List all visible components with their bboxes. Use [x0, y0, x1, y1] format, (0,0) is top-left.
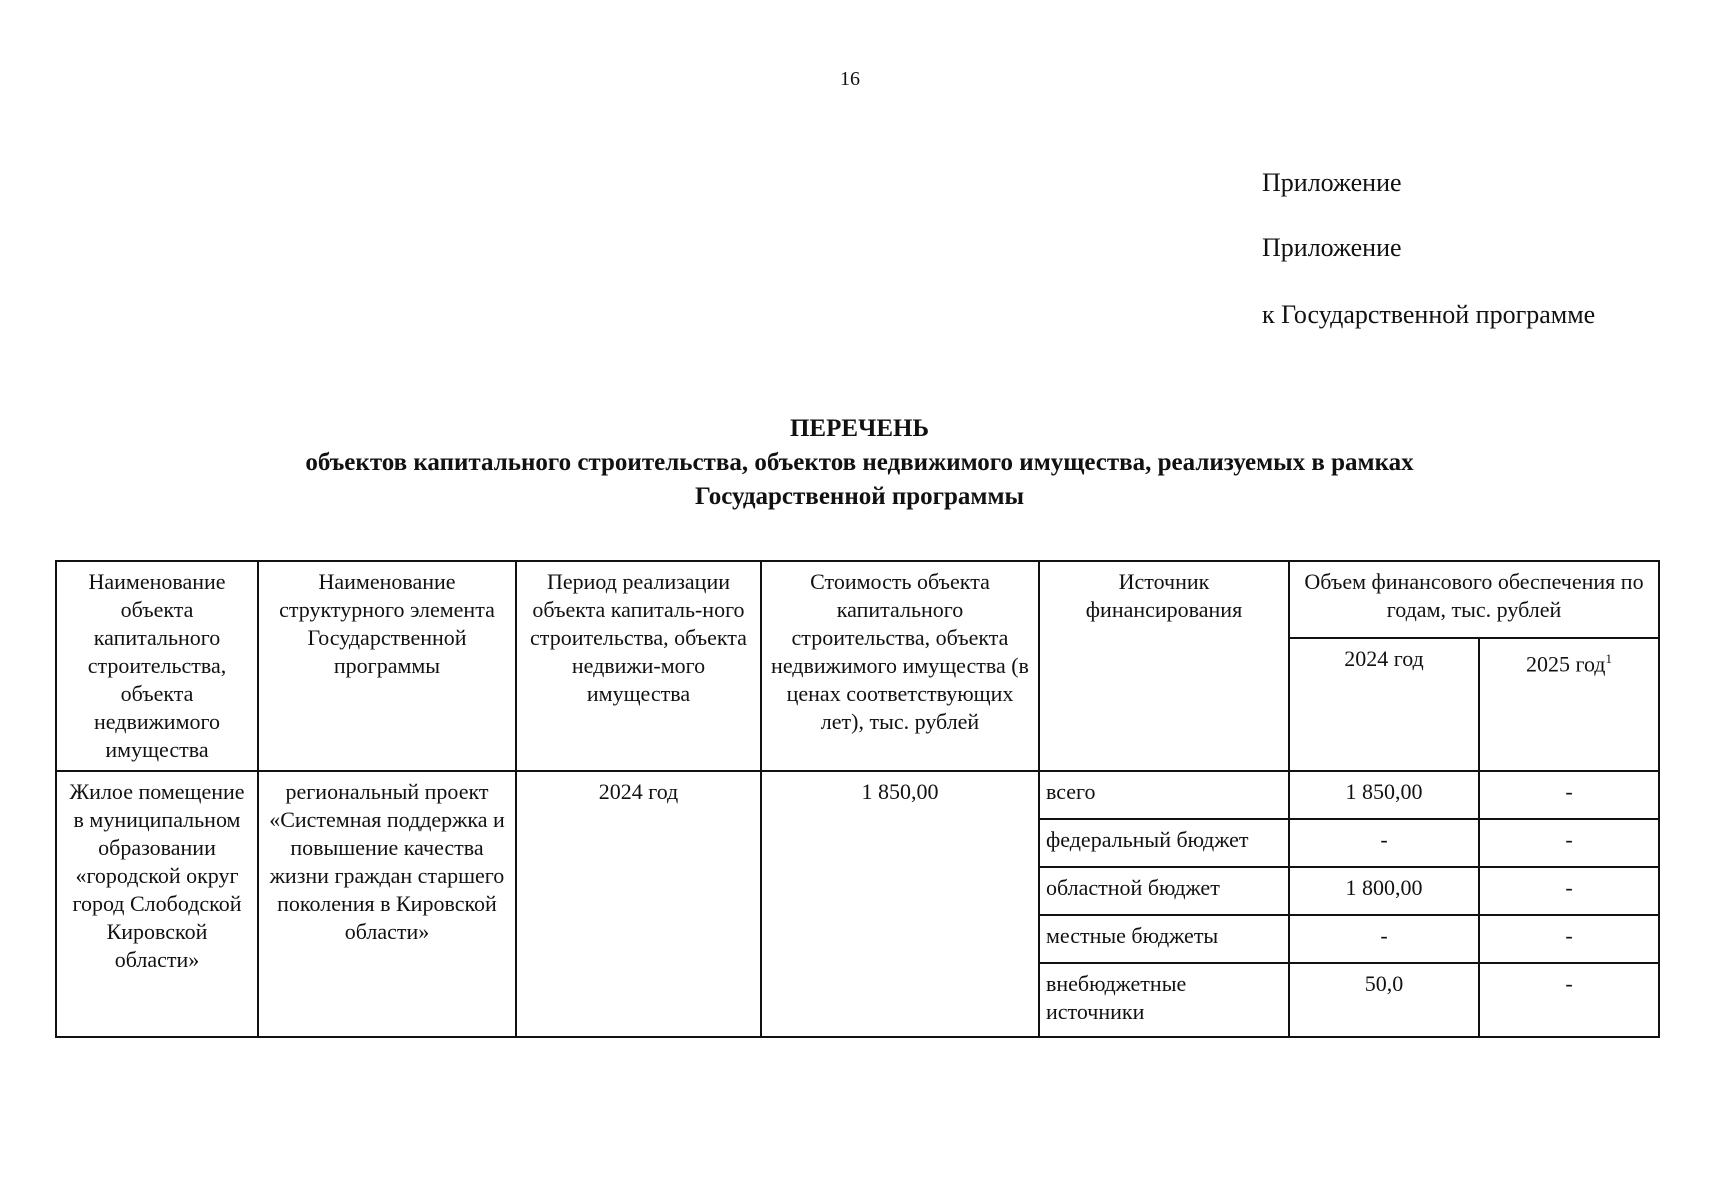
title-heading: ПЕРЕЧЕНЬ: [789, 415, 930, 442]
header-year-2025: [1479, 638, 1659, 771]
structural-element-cell: региональный проект «Системная поддержка и повышение качества жизни граждан старшего поколения в Кировской области»: [258, 771, 516, 1037]
header-cost: Стоимость объекта капитального строительства, объекта недвижимого имущества (в ценах соответствующих лет), тыс. рублей: [761, 561, 1039, 771]
amount-2024-cell: -: [1289, 819, 1479, 867]
header-object-name: Наименование объекта капитального строительства, объекта недвижимого имущества: [56, 561, 258, 771]
amount-2025-cell: -: [1479, 867, 1659, 915]
appendix-label-repeat: Приложение: [1262, 233, 1402, 262]
source-cell: областной бюджет: [1039, 867, 1289, 915]
amount-2025-cell: -: [1479, 963, 1659, 1037]
appendix-program-reference: к Государственной программе: [1262, 300, 1596, 329]
table-header-row: [56, 561, 1659, 638]
cost-cell: 1 850,00: [761, 771, 1039, 1037]
amount-2025-cell: -: [1479, 819, 1659, 867]
period-cell: 2024 год: [516, 771, 761, 1037]
header-funding-source: Источник финансирования: [1039, 561, 1289, 771]
source-cell: федеральный бюджет: [1039, 819, 1289, 867]
header-year-2024: 2024 год: [1289, 638, 1479, 771]
amount-2024-cell: 50,0: [1289, 963, 1479, 1037]
header-period: Период реализации объекта капиталь-ного строительства, объекта недвижи-мого имущества: [516, 561, 761, 771]
source-cell: всего: [1039, 771, 1289, 819]
amount-2025-cell: -: [1479, 915, 1659, 963]
table-row: [56, 771, 1659, 819]
amount-2024-cell: -: [1289, 915, 1479, 963]
page-number: 16: [840, 68, 860, 90]
title-subheading-end: Государственной программы: [694, 483, 1025, 510]
amount-2024-cell: 1 850,00: [1289, 771, 1479, 819]
object-name-cell: Жилое помещение в муниципальном образовании «городской округ город Слободской Кировской области»: [56, 771, 258, 1037]
amount-2024-cell: 1 800,00: [1289, 867, 1479, 915]
objects-table: [55, 560, 1660, 1038]
title-subheading: объектов капитального строительства, объектов недвижимого имущества, реализуемых в рамках: [305, 449, 1414, 476]
appendix-label: Приложение: [1262, 168, 1402, 197]
source-cell: местные бюджеты: [1039, 915, 1289, 963]
footnote-marker: 1: [1605, 651, 1613, 667]
amount-2025-cell: -: [1479, 771, 1659, 819]
header-year-2025-label: 2025 год: [1525, 651, 1606, 677]
header-funding-volume: Объем финансового обеспечения по годам, тыс. рублей: [1289, 561, 1659, 638]
header-structural-element: Наименование структурного элемента Государственной программы: [258, 561, 516, 771]
source-cell: внебюджетные источники: [1039, 963, 1289, 1037]
document-title: [0, 412, 1719, 514]
